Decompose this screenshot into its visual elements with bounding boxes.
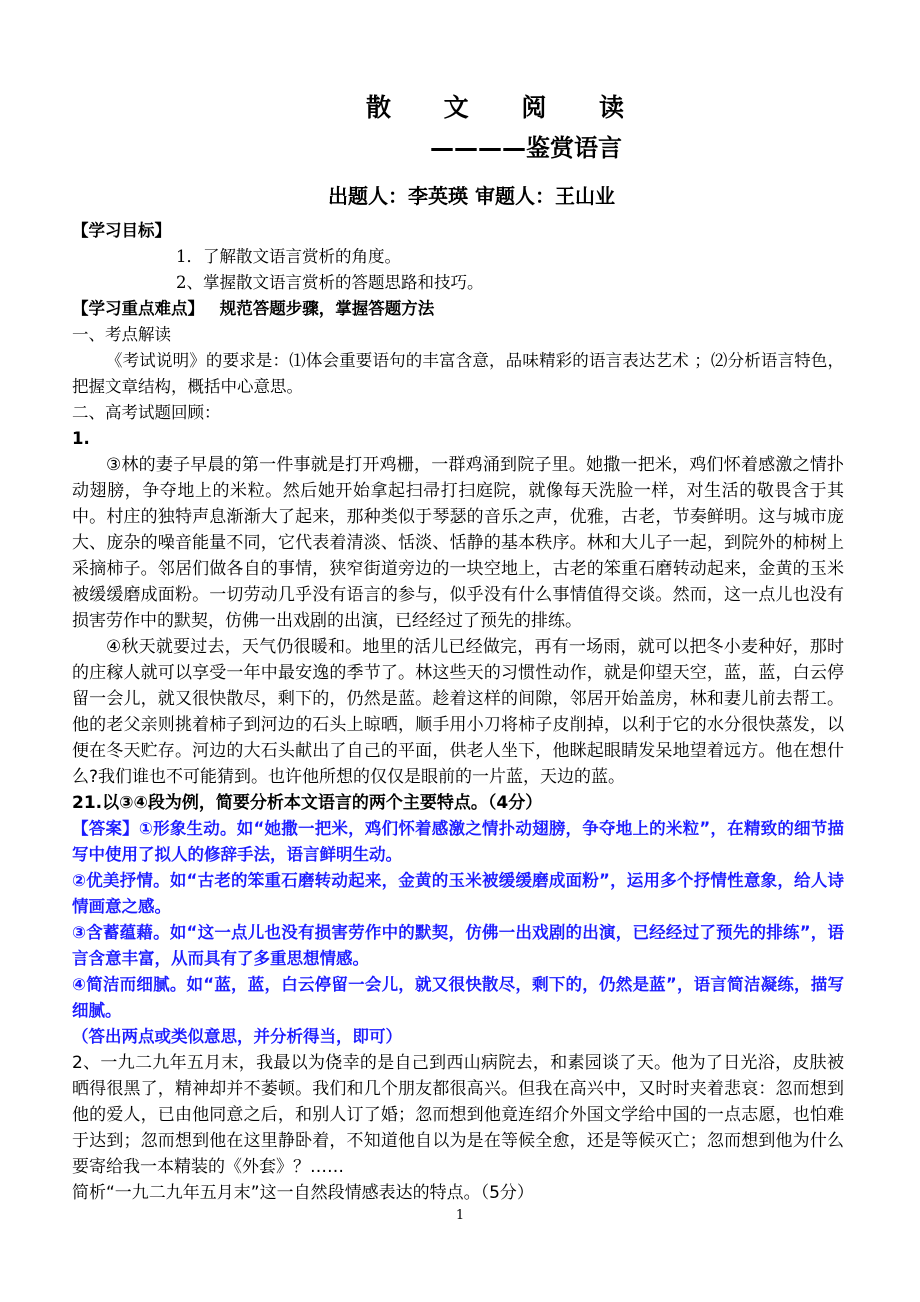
answer-3: ③含蓄蕴藉。如“这一点儿也没有损害劳作中的默契，仿佛一出戏剧的出演，已经经过了预先的排练”，语言含意丰富，从而具有了多重思想情感。 <box>72 923 844 968</box>
answer-note: （答出两点或类似意思，并分析得当，即可） <box>72 1027 402 1046</box>
answer-label: 【答案】 <box>72 819 139 838</box>
authors-line: 出题人：李英瑛 审题人：王山业 <box>328 184 615 208</box>
goal-2: 2、掌握散文语言赏析的答题思路和技巧。 <box>176 273 484 292</box>
document-page <box>72 88 844 1206</box>
section-heading-1: 一、考点解读 <box>72 325 171 344</box>
section-heading-2: 二、高考试题回顾： <box>72 403 221 422</box>
goals-heading: 【学习目标】 <box>72 221 171 240</box>
item-2-question: 简析“一九二九年五月末”这一自然段情感表达的特点。（5分） <box>72 1183 534 1203</box>
goal-1: 1．了解散文语言赏析的角度。 <box>176 247 401 266</box>
page-title: 散 文 阅 读 <box>365 93 647 122</box>
answer-2: ②优美抒情。如“古老的笨重石磨转动起来，金黄的玉米被缓缓磨成面粉”，运用多个抒情性意象，给人诗情画意之感。 <box>72 871 844 916</box>
passage-paragraph-4: ④秋天就要过去，天气仍很暖和。地里的活儿已经做完，再有一场雨，就可以把冬小麦种好，那时的庄稼人就可以享受一年中最安逸的季节了。林这些天的习惯性动作，就是仰望天空，蓝，蓝，白云停留一会儿，就又很快散尽，剩下的，仍然是蓝。趁着这样的间隙，邻居开始盖房，林和妻儿前去帮工。他的老父亲则挑着柿子到河边的石头上晾晒，顺手用小刀将柿子皮削掉，以利于它的水分很快蒸发，以便在冬天贮存。河边的大石头献出了自己的平面，供老人坐下，他眯起眼睛发呆地望着远方。他在想什么?我们谁也不可能猜到。也许他所想的仅仅是眼前的一片蓝，天边的蓝。 <box>72 637 844 787</box>
answer-4: ④简洁而细腻。如“蓝，蓝，白云停留一会儿，就又很快散尽，剩下的，仍然是蓝”，语言简洁凝练，描写细腻。 <box>72 975 844 1020</box>
exam-requirement: 《考试说明》的要求是：⑴体会重要语句的丰富含意，品味精彩的语言表达艺术 ；⑵分析语言特色，把握文章结构，概括中心意思。 <box>72 351 844 396</box>
page-number: 1 <box>455 1208 465 1223</box>
answer-1: ①形象生动。如“她撒一把米，鸡们怀着感激之情扑动翅膀，争夺地上的米粒”，在精致的细节描写中使用了拟人的修辞手法，语言鲜明生动。 <box>72 819 844 864</box>
item-2-passage: 2、一九二九年五月末，我最以为侥幸的是自己到西山病院去，和素园谈了天。他为了日光浴，皮肤被晒得很黑了，精神却并不萎顿。我们和几个朋友都很高兴。但我在高兴中，又时时夹着悲哀：忽而想到他的爱人，已由他同意之后，和别人订了婚；忽而想到他竟连绍介外国文学给中国的一点志愿，也怕难于达到；忽而想到他在这里静卧着，不知道他自以为是在等候全愈，还是等候灭亡；忽而想到他为什么要寄给我一本精装的《外套》？…… <box>72 1053 844 1177</box>
focus-text: 规范答题步骤，掌握答题方法 <box>219 299 435 318</box>
focus-heading: 【学习重点难点】 <box>72 299 204 318</box>
item-1-number: 1. <box>72 429 90 448</box>
page-subtitle: ————鉴赏语言 <box>430 134 622 162</box>
answer-1-block <box>72 816 844 868</box>
focus-line <box>72 296 844 322</box>
question-21: 21.以③④段为例，简要分析本文语言的两个主要特点。（4分） <box>72 793 543 813</box>
passage-paragraph-3: ③林的妻子早晨的第一件事就是打开鸡栅，一群鸡涌到院子里。她撒一把米，鸡们怀着感激之情扑动翅膀，争夺地上的米粒。然后她开始拿起扫帚打扫庭院，就像每天洗脸一样，对生活的敬畏含于其中。村庄的独特声息渐渐大了起来，那种类似于琴瑟的音乐之声，优雅，古老，节奏鲜明。这与城市庞大、庞杂的噪音能量不同，它代表着清淡、恬淡、恬静的基本秩序。林和大儿子一起，到院外的柿树上采摘柿子。邻居们做各自的事情，狭窄街道旁边的一块空地上，古老的笨重石磨转动起来，金黄的玉米被缓缓磨成面粉。一切劳动几乎没有语言的参与，似乎没有什么事情值得交谈。然而，这一点儿也没有损害劳作中的默契，仿佛一出戏剧的出演，已经经过了预先的排练。 <box>72 455 844 631</box>
